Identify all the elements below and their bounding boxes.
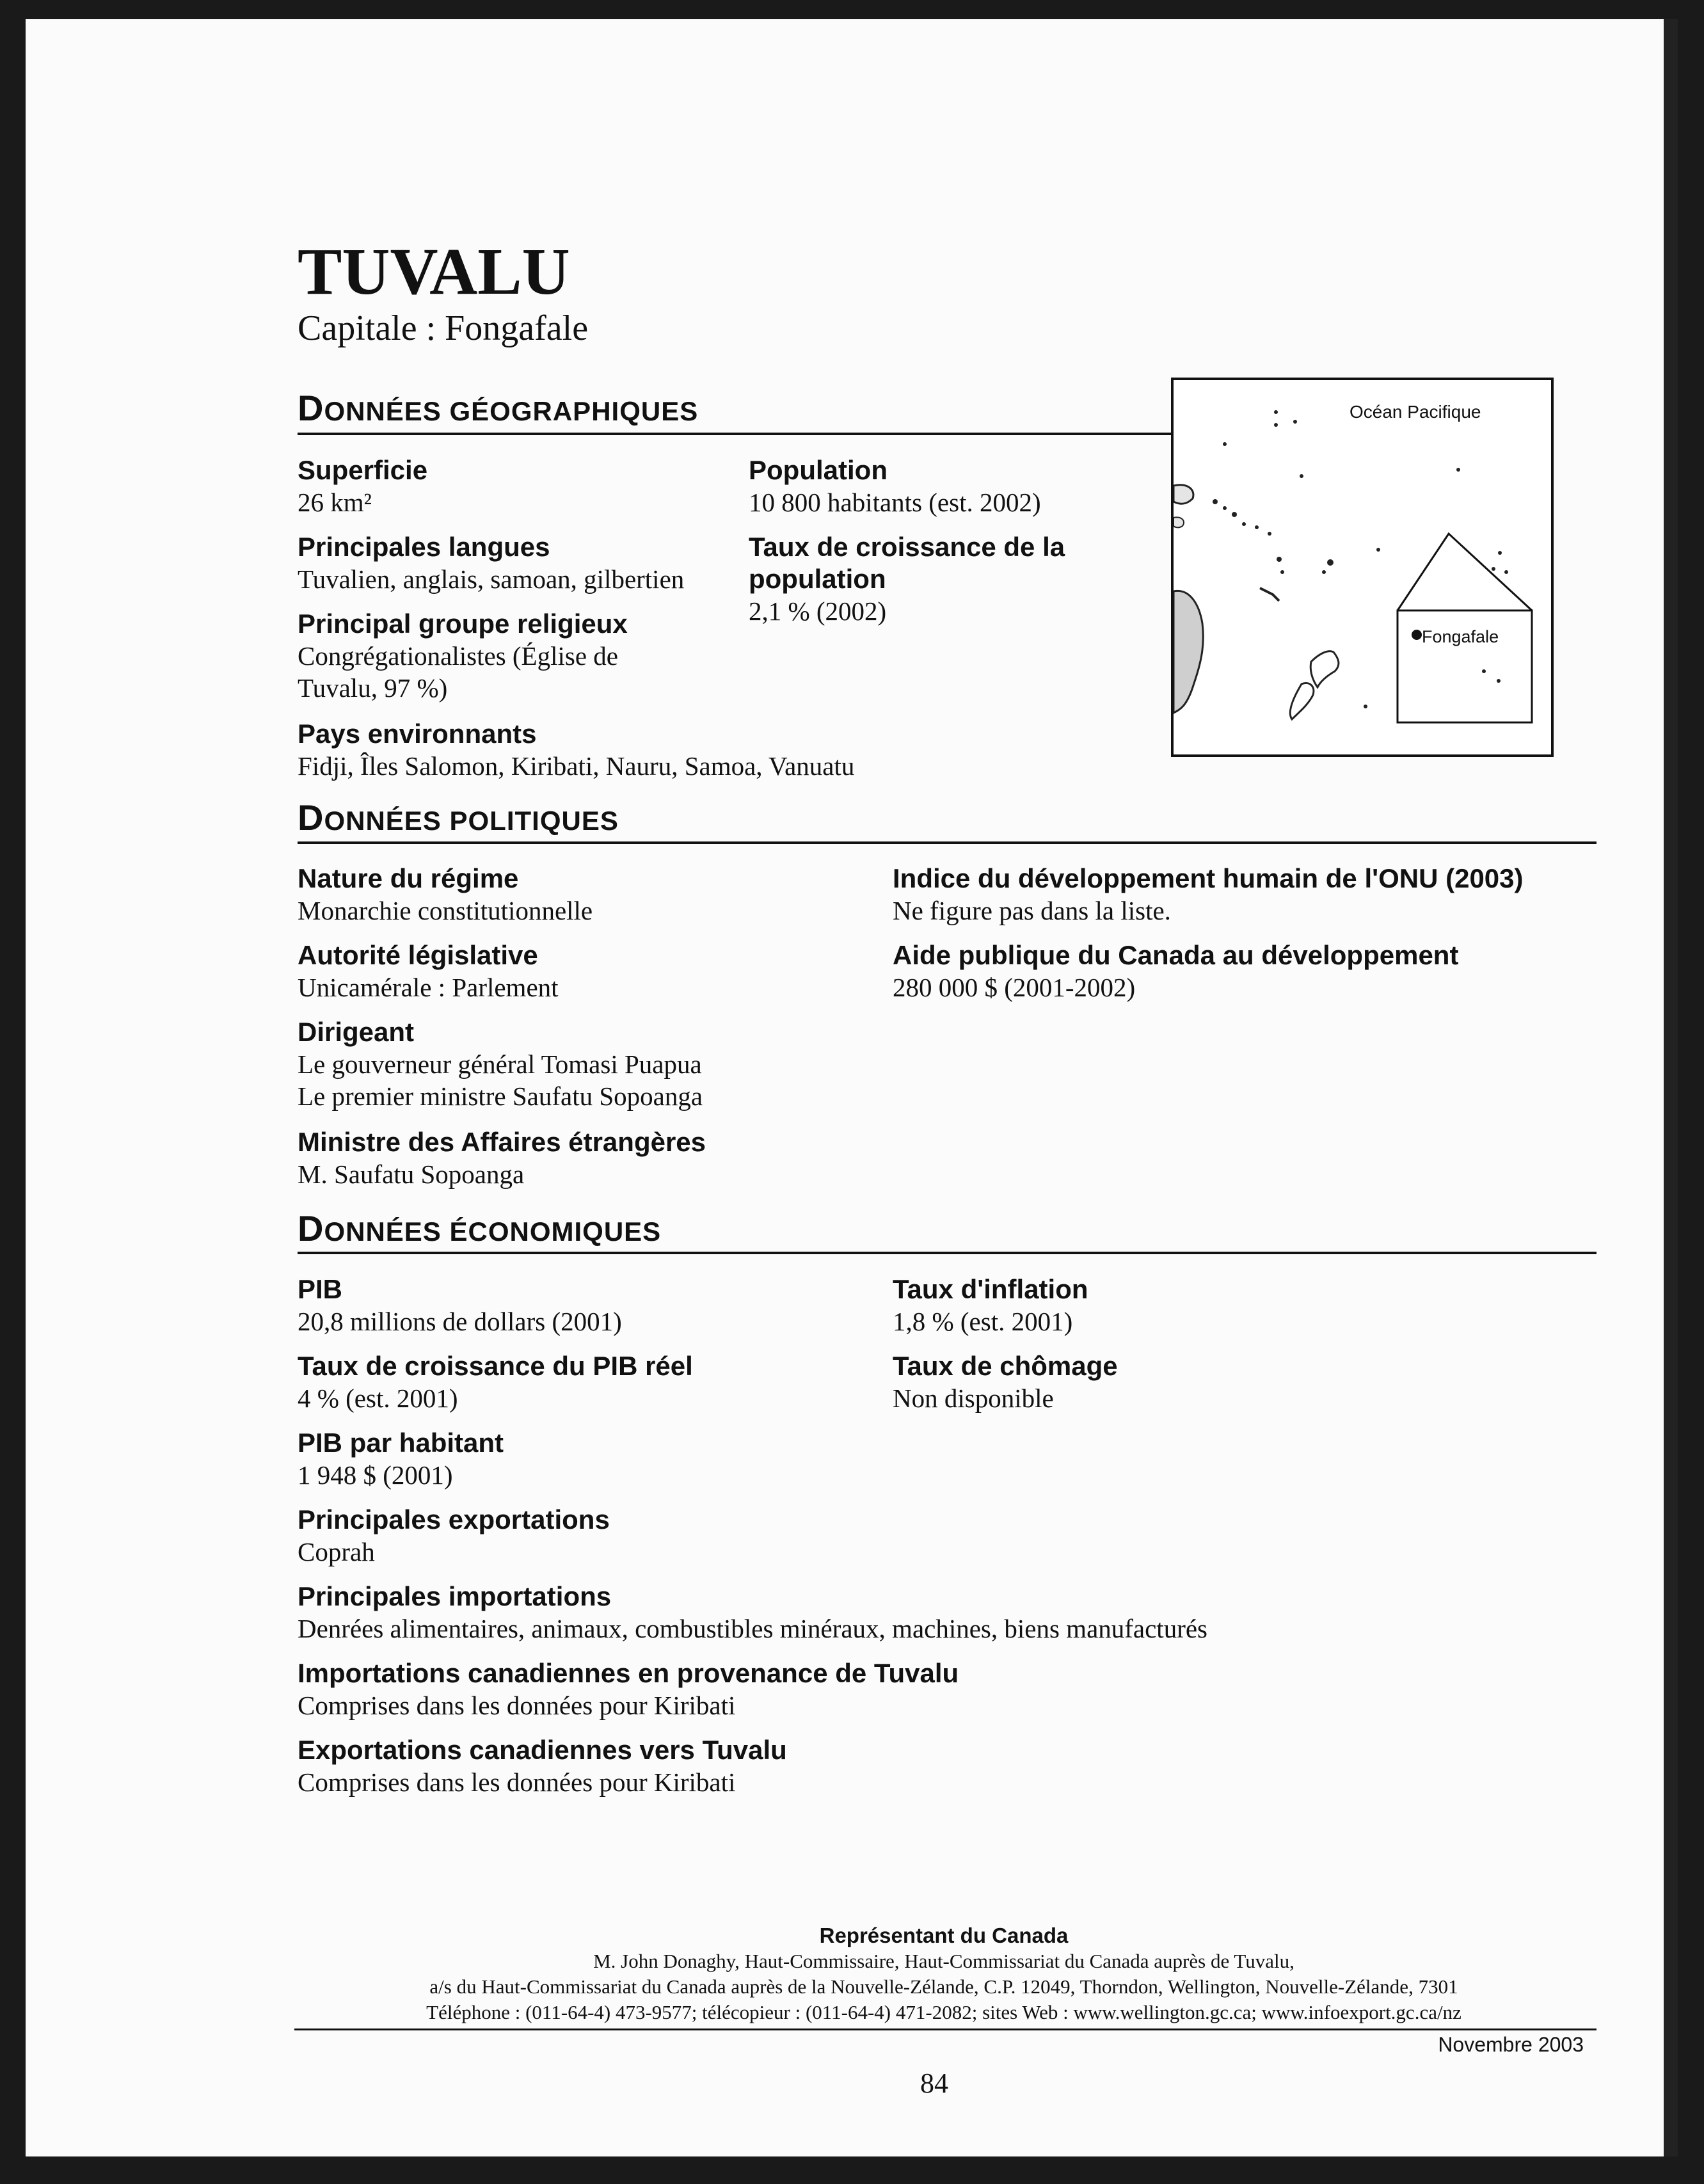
superficie: [298, 454, 427, 518]
section-rule-pol: [298, 841, 1597, 844]
idh: [893, 863, 1524, 927]
locator-map: [1171, 378, 1554, 757]
regime-label: Nature du régime: [298, 863, 519, 893]
legis-value: Unicamérale : Parlement: [298, 973, 559, 1002]
inflation-label: Taux d'inflation: [893, 1274, 1088, 1304]
section-rule-geo: [298, 433, 1203, 435]
exportations-canadiennes: [298, 1734, 787, 1798]
langues-label: Principales langues: [298, 532, 550, 562]
croissance-pib-value: 4 % (est. 2001): [298, 1383, 458, 1413]
religion-value-line1: Congrégationalistes (Église de: [298, 641, 618, 671]
chomage-value: Non disponible: [893, 1383, 1054, 1413]
exp-can-value: Comprises dans les données pour Kiribati: [298, 1767, 736, 1797]
pays-value: Fidji, Îles Salomon, Kiribati, Nauru, Samoa, Vanuatu: [298, 751, 855, 781]
capital-subtitle: Capitale : Fongafale: [298, 308, 589, 348]
country-title: TUVALU: [298, 235, 570, 308]
imp-can-label: Importations canadiennes en provenance de Tuvalu: [298, 1658, 959, 1688]
religion-label: Principal groupe religieux: [298, 609, 628, 639]
import-label: Principales importations: [298, 1581, 612, 1611]
footer-rule: [294, 2029, 1597, 2030]
exp-can-label: Exportations canadiennes vers Tuvalu: [298, 1735, 787, 1765]
footer-line1: M. John Donaghy, Haut-Commissaire, Haut-Commissariat du Canada auprès de Tuvalu,: [593, 1950, 1294, 1972]
inflation-value: 1,8 % (est. 2001): [893, 1307, 1073, 1336]
dirigeant-label: Dirigeant: [298, 1017, 415, 1047]
ministre: [298, 1126, 706, 1190]
chomage: [893, 1350, 1118, 1414]
superficie-label: Superficie: [298, 455, 428, 485]
regime-value: Monarchie constitutionnelle: [298, 896, 593, 925]
footer-line3: Téléphone : (011-64-4) 473-9577; télécopieur : (011-64-4) 471-2082; sites Web : www.wellington.gc.ca; www.infoexport.gc.ca/nz: [426, 2001, 1461, 2023]
export-value: Coprah: [298, 1537, 375, 1566]
legis-label: Autorité législative: [298, 940, 538, 970]
religion: [298, 608, 628, 704]
map-city-label: Fongafale: [1422, 627, 1499, 646]
importations: [298, 1581, 1207, 1645]
page-number: 84: [920, 2068, 948, 2099]
chomage-label: Taux de chômage: [893, 1351, 1118, 1381]
idh-label: Indice du développement humain de l'ONU (2003): [893, 863, 1524, 893]
aide-label: Aide publique du Canada au développement: [893, 940, 1459, 970]
document-page: [26, 19, 1678, 2156]
map-ocean-label: Océan Pacifique: [1350, 402, 1481, 422]
population: [749, 454, 1041, 518]
langues: [298, 531, 684, 595]
dirigeant: [298, 1016, 703, 1112]
croissance-pop-value: 2,1 % (2002): [749, 596, 887, 626]
pays-environnants: [298, 718, 854, 782]
croissance-pop-label-line1: Taux de croissance de la: [749, 532, 1065, 562]
religion-value-line2: Tuvalu, 97 %): [298, 673, 448, 703]
footer-line2: a/s du Haut-Commissariat du Canada auprès de la Nouvelle-Zélande, C.P. 12049, Thorndon, Wellington, Nouvelle-Zélande, 7301: [429, 1975, 1458, 1998]
langues-value: Tuvalien, anglais, samoan, gilbertien: [298, 564, 685, 594]
dirigeant-value-line1: Le gouverneur général Tomasi Puapua: [298, 1049, 702, 1079]
footer-representative: [294, 1923, 1593, 2025]
population-value: 10 800 habitants (est. 2002): [749, 488, 1041, 517]
croissance-pop-label-line2: population: [749, 564, 886, 594]
section-title-pol: DONNÉES POLITIQUES: [298, 797, 619, 838]
exportations: [298, 1504, 610, 1568]
pibh-label: PIB par habitant: [298, 1428, 504, 1458]
section-title-geo: DONNÉES GÉOGRAPHIQUES: [298, 388, 699, 428]
aide-publique: [893, 939, 1458, 1003]
population-label: Population: [749, 455, 888, 485]
regime: [298, 863, 593, 927]
pib: [298, 1273, 622, 1337]
croissance-pib: [298, 1350, 693, 1414]
autorite-legislative: [298, 939, 559, 1003]
pib-value: 20,8 millions de dollars (2001): [298, 1307, 622, 1336]
map-graphic: [1174, 380, 1551, 754]
croissance-population: [749, 531, 1065, 627]
import-value: Denrées alimentaires, animaux, combustibles minéraux, machines, biens manufacturés: [298, 1614, 1208, 1643]
footer-date: Novembre 2003: [1438, 2033, 1584, 2056]
ministre-label: Ministre des Affaires étrangères: [298, 1127, 706, 1157]
pib-label: PIB: [298, 1274, 343, 1304]
imp-can-value: Comprises dans les données pour Kiribati: [298, 1691, 736, 1720]
pays-label: Pays environnants: [298, 719, 537, 749]
ministre-value: M. Saufatu Sopoanga: [298, 1160, 525, 1189]
importations-canadiennes: [298, 1657, 959, 1721]
inflation: [893, 1273, 1088, 1337]
footer-title: Représentant du Canada: [819, 1924, 1069, 1947]
pibh-value: 1 948 $ (2001): [298, 1460, 453, 1490]
superficie-value: 26 km²: [298, 488, 372, 517]
pib-habitant: [298, 1427, 504, 1491]
section-rule-eco: [298, 1252, 1597, 1254]
idh-value: Ne figure pas dans la liste.: [893, 896, 1171, 925]
dirigeant-value-line2: Le premier ministre Saufatu Sopoanga: [298, 1081, 703, 1111]
croissance-pib-label: Taux de croissance du PIB réel: [298, 1351, 693, 1381]
section-title-eco: DONNÉES ÉCONOMIQUES: [298, 1208, 662, 1248]
export-label: Principales exportations: [298, 1504, 610, 1534]
aide-value: 280 000 $ (2001-2002): [893, 973, 1136, 1002]
